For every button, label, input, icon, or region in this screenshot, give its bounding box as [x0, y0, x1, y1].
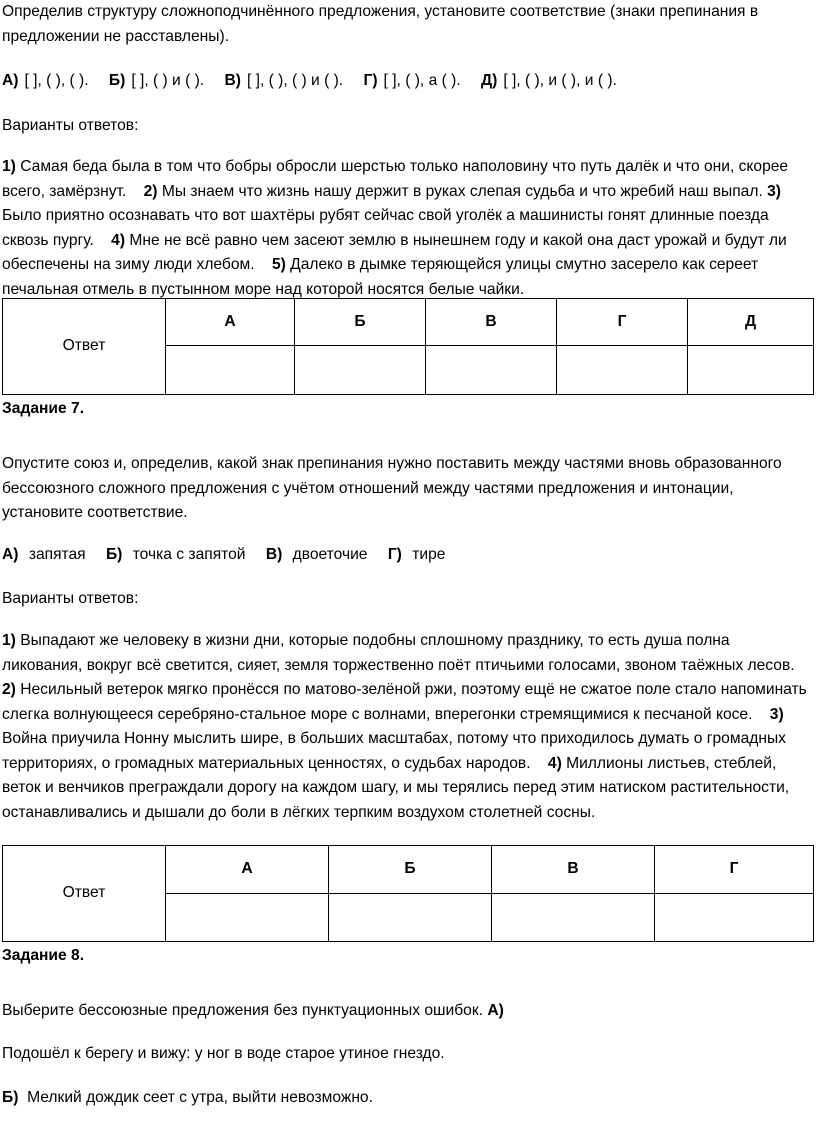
task6-answer-2: 2) Мы знаем что жизнь нашу держит в руках слепая судьба и что жребий наш выпал.: [143, 182, 763, 200]
scheme-g: Г) [ ], ( ), а ( ).: [363, 72, 461, 89]
answer-cell-v[interactable]: [426, 346, 557, 395]
task8-instruction: Выберите бессоюзные предложения без пунктуационных ошибок.: [2, 1002, 484, 1019]
task6-answers: [2, 155, 816, 302]
scheme-v: В) [ ], ( ), ( ) и ( ).: [224, 72, 344, 89]
task6-answer-4: 4) Мне не всё равно чем засеют землю в нынешнем году и какой она даст урожай и будут ли обеспечены на зиму люди хлебом.: [2, 231, 787, 273]
task6-answer-3: 3) Было приятно осознавать что вот шахтёры рубят сейчас свой уголёк а машинисты гонят длинные поезда сквозь пургу.: [2, 182, 781, 249]
task7-title: Задание 7.: [2, 400, 85, 417]
task7-answer-2: 2) Несильный ветерок мягко пронёсся по матово-зелёной ржи, поэтому ещё не сжатое поле стало напоминать слегка волнующееся серебряно-стальное море с волнами, вперегонки стремящимися к песчаной косе.: [2, 681, 807, 723]
task8-option-b: Б) Мелкий дождик сеет с утра, выйти невозможно.: [2, 1089, 373, 1106]
task6-instruction: Определив структуру сложноподчинённого предложения, установите соответствие (знаки препинания в предложении не расставлены).: [2, 3, 759, 45]
answer-cell-v[interactable]: [492, 894, 655, 942]
answer-header-b: Б: [295, 299, 426, 346]
answer-header-a: А: [166, 846, 329, 894]
answer-label: Ответ: [3, 299, 166, 395]
scheme-d: Д) [ ], ( ), и ( ), и ( ).: [481, 72, 617, 89]
option-a: А) запятая: [2, 546, 86, 563]
option-g: Г) тире: [387, 546, 446, 563]
task8-title: Задание 8.: [2, 947, 85, 964]
task6-answer-table: [2, 298, 814, 395]
task6-schemes: [2, 69, 816, 94]
answer-label: Ответ: [3, 846, 166, 942]
answer-cell-g[interactable]: [655, 894, 814, 942]
task7-options: [2, 543, 447, 568]
answer-header-d: Д: [688, 299, 814, 346]
answer-cell-b[interactable]: [329, 894, 492, 942]
task8-option-a: Подошёл к берегу и вижу: у ног в воде старое утиное гнездо.: [2, 1045, 445, 1062]
answer-header-v: В: [426, 299, 557, 346]
option-b: Б) точка с запятой: [105, 546, 246, 563]
answer-header-g: Г: [655, 846, 814, 894]
task7-answers: [2, 629, 816, 825]
answer-header-b: Б: [329, 846, 492, 894]
task7-answer-table: [2, 845, 814, 942]
task7-answer-4: 4) Миллионы листьев, стеблей, веток и венчиков преграждали дорогу на каждом шагу, и мы терялись перед этим натиском растительности, останавливались и дышали до боли в лёгких терпким воздухом столетней сосны.: [2, 754, 790, 821]
task6-variants-label: Варианты ответов:: [2, 117, 139, 134]
answer-cell-g[interactable]: [557, 346, 688, 395]
task7-answer-1: 1) Выпадают же человеку в жизни дни, которые подобны сплошному празднику, то есть душа полна ликования, вокруг всё светится, сияет, земля торжественно поёт птичьими голосами, звоном таёжных лесов.: [2, 632, 795, 674]
task8-instruction-line: [2, 999, 506, 1024]
answer-cell-d[interactable]: [688, 346, 814, 395]
task7-instruction: Опустите союз и, определив, какой знак препинания нужно поставить между частями вновь образованного бессоюзного сложного предложения с учётом отношений между частями предложения и интонации, установите соответствие.: [2, 455, 782, 521]
answer-cell-a[interactable]: [166, 894, 329, 942]
scheme-a: А) [ ], ( ), ( ).: [2, 72, 89, 89]
answer-header-v: В: [492, 846, 655, 894]
task7-answer-3: 3) Война приучила Нонну мыслить шире, в больших масштабах, потому что приходилось думать о громадных территориях, о громадных материальных ценностях, о судьбах народов.: [2, 705, 786, 772]
scheme-b: Б) [ ], ( ) и ( ).: [108, 72, 205, 89]
task8-option-a-letter: А): [487, 1002, 504, 1019]
task7-variants-label: Варианты ответов:: [2, 590, 139, 607]
task6-answer-5: 5) Далеко в дымке теряющейся улицы смутно засерело как сереет печальная отмель в пустынном море над которой носятся белые чайки.: [2, 256, 759, 298]
answer-cell-a[interactable]: [166, 346, 295, 395]
option-v: В) двоеточие: [265, 546, 368, 563]
answer-header-g: Г: [557, 299, 688, 346]
answer-cell-b[interactable]: [295, 346, 426, 395]
task6-answer-1: 1) Самая беда была в том что бобры обросли шерстью только наполовину что путь далёк и что они, скорее всего, замёрзнут.: [2, 158, 789, 200]
answer-header-a: А: [166, 299, 295, 346]
